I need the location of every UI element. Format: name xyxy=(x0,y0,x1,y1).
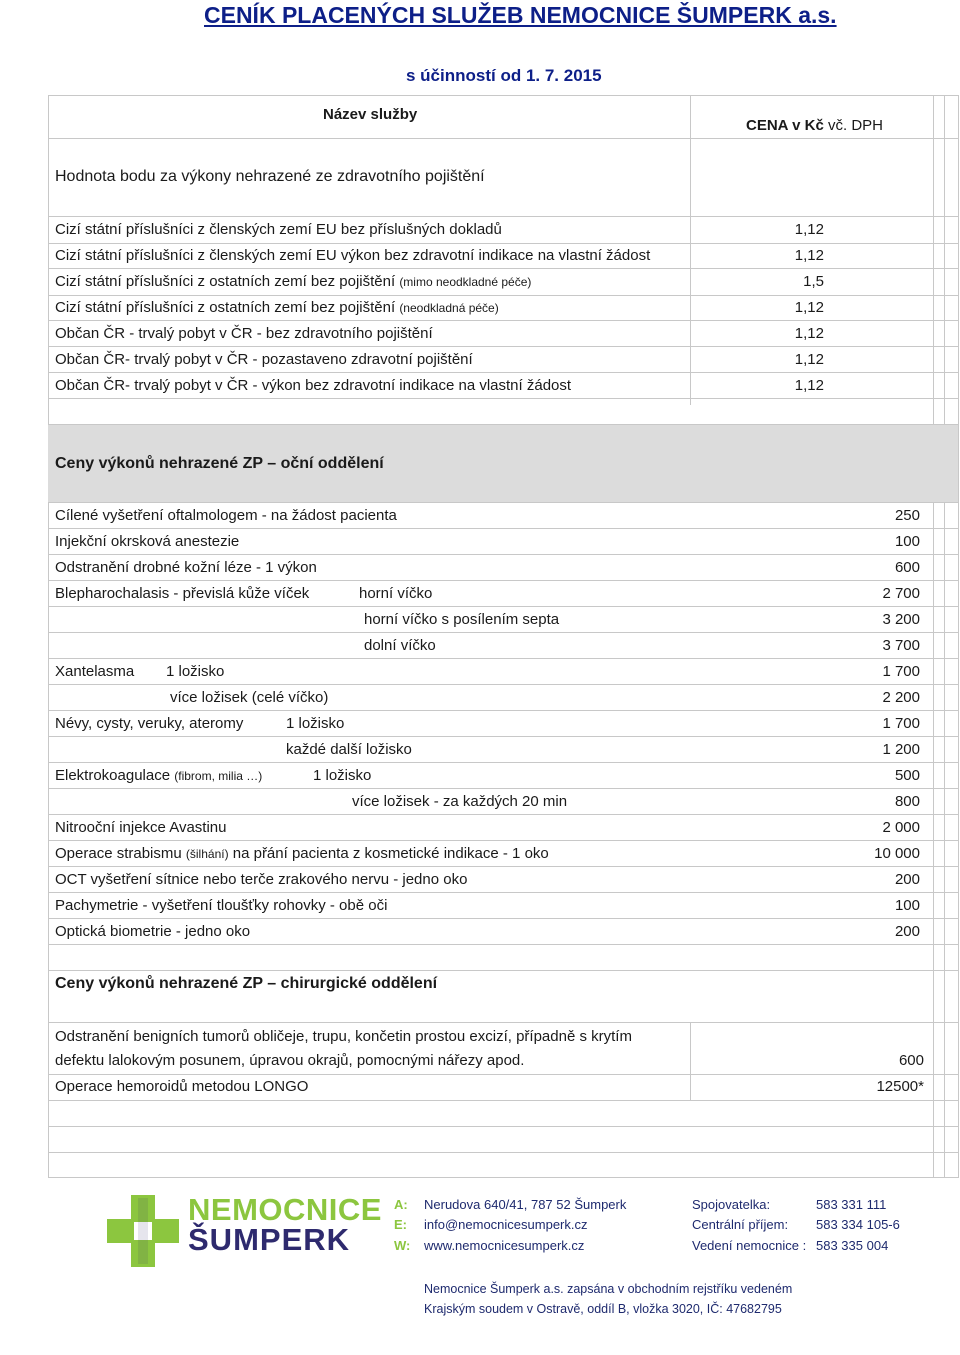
web-link[interactable]: www.nemocnicesumperk.cz xyxy=(424,1238,585,1253)
points-row xyxy=(55,273,531,290)
row-price: 250 xyxy=(894,507,920,524)
email-link[interactable]: info@nemocnicesumperk.cz xyxy=(424,1217,588,1232)
row-value: 1,12 xyxy=(794,299,824,316)
registry-line-2: Krajským soudem v Ostravě, oddíl B, vložka 3020, IČ: 47682795 xyxy=(424,1302,782,1316)
row-note: (neodkladná péče) xyxy=(399,301,499,315)
section-title-surgery: Ceny výkonů nehrazené ZP – chirurgické oddělení xyxy=(55,975,438,992)
row-price: 100 xyxy=(894,533,920,550)
row-price: 1 700 xyxy=(882,715,920,732)
column-header-name: Název služby xyxy=(323,106,418,123)
cross-icon xyxy=(107,1195,179,1267)
eye-row xyxy=(55,533,239,550)
row-sublabel: 1 ložisko xyxy=(286,715,345,732)
row-value: 1,12 xyxy=(794,377,824,394)
row-label: Cizí státní příslušníci z členských zemí EU bez příslušných dokladů xyxy=(55,221,502,238)
row-price: 1 700 xyxy=(882,663,920,680)
surgery-row-1-line1: Odstranění benigních tumorů obličeje, trupu, končetin prostou excizí, případně s krytím xyxy=(55,1028,632,1045)
email-letter: E: xyxy=(394,1217,407,1232)
row-value: 1,12 xyxy=(794,247,824,264)
surgery-row-2: Operace hemoroidů metodou LONGO xyxy=(55,1078,309,1095)
row-label: Cílené vyšetření oftalmologem - na žádost pacienta xyxy=(55,507,397,524)
row-price: 1 200 xyxy=(882,741,920,758)
row-label: Injekční okrsková anestezie xyxy=(55,533,240,550)
row-note: (šilhání) xyxy=(185,847,229,861)
registry-line-1: Nemocnice Šumperk a.s. zapsána v obchodním rejstříku vedeném xyxy=(424,1282,793,1296)
row-price: 2 200 xyxy=(882,689,920,706)
column-header-price: CENA v Kč vč. DPH xyxy=(746,117,883,134)
page-title: CENÍK PLACENÝCH SLUŽEB NEMOCNICE ŠUMPERK a.s. xyxy=(204,2,837,28)
row-label: OCT vyšetření sítnice nebo terče zrakového nervu - jedno oko xyxy=(55,871,468,888)
logo-text-1: NEMOCNICE xyxy=(188,1192,382,1227)
logo-text-2: ŠUMPERK xyxy=(188,1222,351,1257)
eye-row xyxy=(55,663,134,680)
eye-row xyxy=(55,819,226,836)
row-price: 500 xyxy=(894,767,920,784)
row-sublabel: 1 ložisko xyxy=(313,767,372,784)
row-value: 1,12 xyxy=(794,221,824,238)
surgery-row-1-line2: defektu lalokovým posunem, úpravou okrajů, pomocnými nářezy apod. xyxy=(55,1052,525,1069)
row-label: Cizí státní příslušníci z členských zemí EU výkon bez zdravotní indikace na vlastní žádost xyxy=(55,247,651,264)
row-label: Operace strabismu xyxy=(55,845,186,862)
row-label: Elektrokoagulace xyxy=(55,767,175,784)
row-price: 10 000 xyxy=(874,845,920,862)
phone-label-3: Vedení nemocnice : xyxy=(692,1238,807,1253)
row-price: 600 xyxy=(894,559,920,576)
row-label: Cizí státní příslušníci z ostatních zemí bez pojištění xyxy=(55,299,400,316)
eye-row xyxy=(55,585,309,602)
eye-row xyxy=(55,559,317,576)
row-price: 2 700 xyxy=(882,585,920,602)
row-label-continued: na přání pacienta z kosmetické indikace - 1 oko xyxy=(228,845,549,862)
row-price: 3 700 xyxy=(882,637,920,654)
eye-row xyxy=(55,767,262,784)
phone-1: 583 331 111 xyxy=(816,1197,887,1212)
row-price: 2 000 xyxy=(882,819,920,836)
points-row xyxy=(55,247,650,264)
eye-row xyxy=(55,871,467,888)
points-row xyxy=(55,325,433,342)
row-price: 200 xyxy=(894,923,920,940)
row-price: 800 xyxy=(894,793,920,810)
row-label: Cizí státní příslušníci z ostatních zemí bez pojištění xyxy=(55,273,400,290)
address: Nerudova 640/41, 787 52 Šumperk xyxy=(424,1197,627,1212)
row-sublabel: každé další ložisko xyxy=(286,741,412,758)
points-row xyxy=(55,351,473,368)
row-sublabel: více ložisek (celé víčko) xyxy=(170,689,329,706)
row-price: 100 xyxy=(894,897,920,914)
eye-row xyxy=(55,507,397,524)
row-label: Občan ČR- trvalý pobyt v ČR - výkon bez zdravotní indikace na vlastní žádost xyxy=(55,377,572,394)
row-label: Xantelasma xyxy=(55,663,135,680)
row-label: Odstranění drobné kožní léze - 1 výkon xyxy=(55,559,317,576)
surgery-row-1-price: 600 xyxy=(898,1052,924,1069)
effective-date: s účinností od 1. 7. 2015 xyxy=(406,66,602,85)
row-note: (mimo neodkladné péče) xyxy=(399,275,532,289)
row-label: Nitrooční injekce Avastinu xyxy=(55,819,227,836)
section-title-eye: Ceny výkonů nehrazené ZP – oční oddělení xyxy=(55,455,384,472)
eye-row xyxy=(55,923,250,940)
eye-row xyxy=(55,897,387,914)
row-sublabel: dolní víčko xyxy=(364,637,436,654)
points-row xyxy=(55,377,571,394)
web-letter: W: xyxy=(394,1238,411,1253)
row-label: Pachymetrie - vyšetření tloušťky rohovky - obě oči xyxy=(55,897,388,914)
eye-row xyxy=(55,715,243,732)
points-row xyxy=(55,221,502,238)
row-sublabel: 1 ložisko xyxy=(166,663,225,680)
row-price: 3 200 xyxy=(882,611,920,628)
row-label: Občan ČR- trvalý pobyt v ČR - pozastaveno zdravotní pojištění xyxy=(55,351,473,368)
eye-row xyxy=(55,845,549,862)
row-label: Blepharochalasis - převislá kůže víček xyxy=(55,585,310,602)
points-row xyxy=(55,299,499,316)
section-title-points: Hodnota bodu za výkony nehrazené ze zdravotního pojištění xyxy=(55,168,485,185)
row-price: 200 xyxy=(894,871,920,888)
address-letter: A: xyxy=(394,1197,408,1212)
row-sublabel: horní víčko xyxy=(359,585,433,602)
surgery-row-2-price: 12500* xyxy=(876,1078,924,1095)
phone-label-2: Centrální příjem: xyxy=(692,1217,789,1232)
row-label: Névy, cysty, veruky, ateromy xyxy=(55,715,244,732)
row-label: Občan ČR - trvalý pobyt v ČR - bez zdravotního pojištění xyxy=(55,325,433,342)
phone-3: 583 335 004 xyxy=(816,1238,889,1253)
phone-label-1: Spojovatelka: xyxy=(692,1197,771,1212)
row-value: 1,12 xyxy=(794,325,824,342)
row-sublabel: více ložisek - za každých 20 min xyxy=(352,793,568,810)
row-sublabel: horní víčko s posílením septa xyxy=(364,611,560,628)
row-value: 1,12 xyxy=(794,351,824,368)
row-note: (fibrom, milia …) xyxy=(174,769,263,783)
row-label: Optická biometrie - jedno oko xyxy=(55,923,251,940)
row-value: 1,5 xyxy=(803,273,824,290)
phone-2: 583 334 105-6 xyxy=(816,1217,900,1232)
